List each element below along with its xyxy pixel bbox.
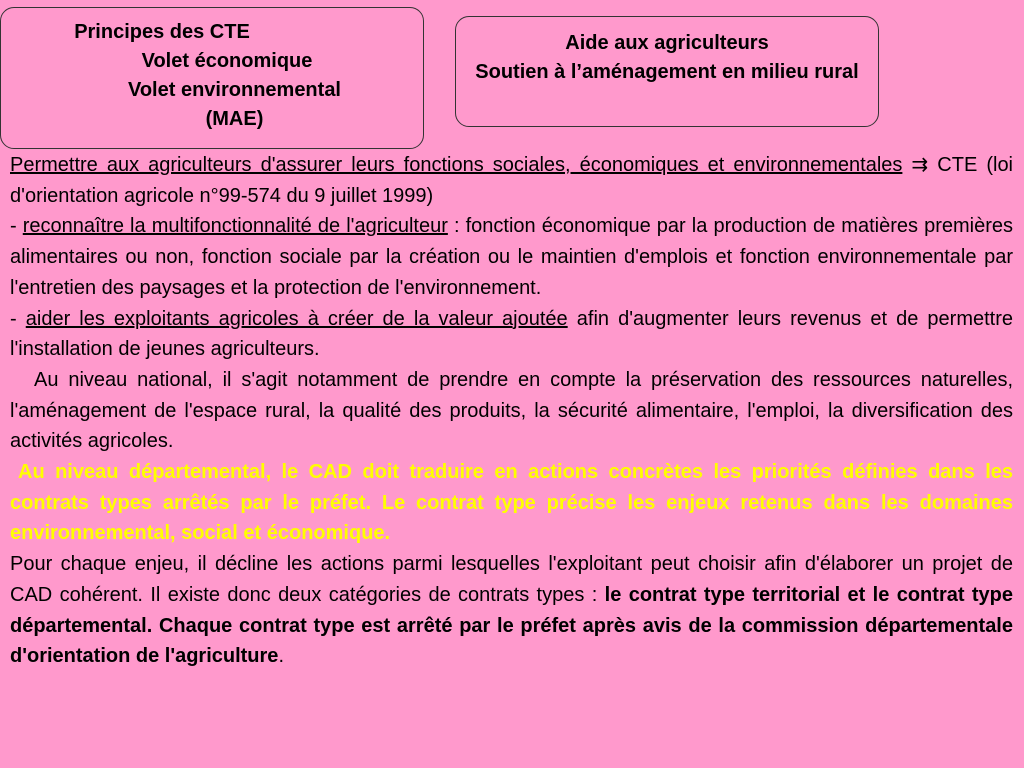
valeur-ajoutee-text: afin d'augmenter leurs revenus et de permettre l'installation de jeunes agriculteurs. [10, 307, 1014, 361]
enjeu-text: Pour chaque enjeu, il décline les actions parmi lesquelles l'exploitant peut choisir afin d'élaborer un projet de CAD cohérent. Il existe donc deux catégories de contrats types : [10, 553, 1013, 606]
paragraph-enjeu [10, 549, 1013, 672]
paragraph-national: Au niveau national, il s'agit notamment de prendre en compte la préservation des ressources naturelles, l'aménagement de l'espace rural, la qualité des produits, la sécurité alimentaire, l'emploi, la diversification des activités agricoles. [10, 368, 1013, 453]
valeur-ajoutee-underlined: aider les exploitants agricoles à créer de la valeur ajoutée [25, 307, 568, 330]
aide-agriculteurs-box [455, 16, 879, 127]
principes-cte-box [0, 7, 424, 149]
final-period: . [278, 645, 284, 668]
volet-environnemental: Volet environnemental [127, 79, 341, 101]
soutien-text: Soutien à l’aménagement en milieu rural [475, 61, 859, 83]
multifonctionnalite-text: : fonction économique par la production de matières premières alimentaires ou non, fonction sociale par la création ou le maintien d'emplois et fonction environnementale par l'entretien des paysages et la protection de l'environnement. [10, 215, 1013, 299]
contrat-types-bold: le contrat type territorial et le contrat type départemental. Chaque contrat type est arrêté par le préfet après avis de la commission départementale d'orientation de l'agriculture [10, 583, 1013, 668]
objectif-underlined: Permettre aux agriculteurs d'assurer leurs fonctions sociales, économiques et environnementales [10, 154, 903, 176]
paragraph-multifonctionnalite [10, 211, 1013, 303]
multifonctionnalite-underlined: reconnaître la multifonctionnalité de l'agriculteur [22, 215, 448, 238]
aide-title: Aide aux agriculteurs [565, 32, 769, 54]
paragraph-valeur-ajoutee [10, 304, 1013, 365]
dash: - [10, 307, 17, 330]
main-text [10, 150, 1013, 672]
paragraph-objectif [10, 150, 1013, 211]
principes-title: Principes des CTE [74, 21, 250, 43]
mae-label: (MAE) [205, 108, 264, 130]
volet-economique: Volet économique [141, 50, 313, 72]
cte-loi-text: CTE (loi d'orientation agricole n°99-574 du 9 juillet 1999) [10, 154, 1014, 207]
double-arrow-icon: ⇉ [911, 154, 929, 176]
paragraph-departemental: Au niveau départemental, le CAD doit traduire en actions concrètes les priorités définies dans les contrats types arrêtés par le préfet. Le contrat type précise les enjeux retenus dans les domaines environnemental, social et économique. [10, 461, 1013, 545]
dash: - [10, 215, 17, 238]
